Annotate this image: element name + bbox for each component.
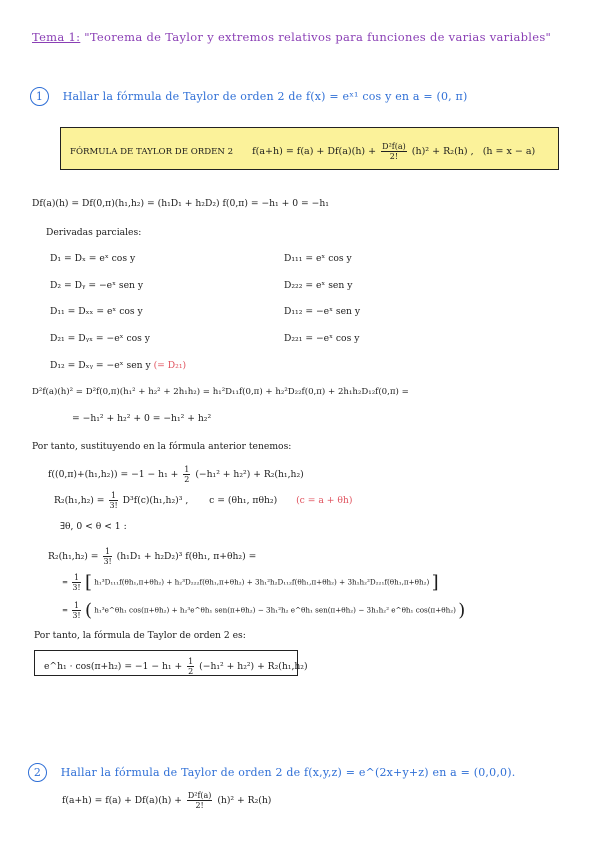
r2-frac-den: 3! — [109, 501, 118, 510]
deriv-d21: D₂₁ = Dᵧₓ = −eˣ cos y — [50, 333, 150, 344]
final-lhs: e^h₁ · cos(π+h₂) = −1 − h₁ + — [44, 661, 183, 672]
por-tanto-text: Por tanto, sustituyendo en la fórmula anterior tenemos: — [32, 441, 292, 452]
paren-open: ( — [84, 600, 92, 621]
deriv-d112: D₁₁₂ = −eˣ sen y — [284, 306, 361, 317]
final-rest: (−h₁² + h₂²) + R₂(h₁,h₂) — [199, 661, 308, 672]
exp1-fraction — [72, 573, 80, 592]
exp1-body: h₁³D₁₁₁f(θh₁,π+θh₂) + h₂³D₂₂₂f(θh₁,π+θh₂) + 3h₁²h₂D₁₁₂f(θh₁,π+θh₂) + 3h₁h₂²D₂₂₁f(θh₁,π+θh₂) — [94, 577, 430, 587]
r2-fraction — [109, 491, 117, 510]
bracket-close: ] — [431, 572, 439, 593]
task-text: Hallar la fórmula de Taylor de orden 2 de f(x) = eˣ¹ cos y en a = (0, π) — [62, 90, 468, 103]
deriv-d1: D₁ = Dₓ = eˣ cos y — [50, 253, 136, 264]
expansion-2 — [62, 600, 465, 621]
df-line: Df(a)(h) = Df(0,π)(h₁,h₂) = (h₁D₁ + h₂D₂) f(0,π) = −h₁ + 0 = −h₁ — [32, 198, 329, 209]
expansion-1 — [62, 572, 439, 593]
fraction-numerator: D²f(a) — [382, 142, 406, 151]
deriv-d12: D₁₂ = Dₓᵧ = −eˣ sen y — [50, 360, 151, 371]
exp2-eq: = — [62, 605, 69, 615]
bracket-open: [ — [84, 572, 92, 593]
formula-label: FÓRMULA DE TAYLOR DE ORDEN 2 — [70, 147, 234, 157]
deriv-d11: D₁₁ = Dₓₓ = eˣ cos y — [50, 306, 143, 317]
task2-text: Hallar la fórmula de Taylor de orden 2 de f(x,y,z) = e^(2x+y+z) en a = (0,0,0). — [60, 766, 516, 779]
d2f-result: = −h₁² + h₂² + 0 = −h₁² + h₂² — [72, 413, 212, 424]
task2-frac-num: D²f(a) — [187, 791, 212, 800]
formula-fraction — [381, 142, 407, 161]
r2-expansion-line — [48, 547, 256, 566]
task-number: 1 — [30, 87, 49, 106]
exp1-frac-num: 1 — [73, 573, 80, 582]
substitution-line — [48, 465, 304, 484]
taylor-formula — [70, 142, 535, 161]
fraction-denominator: 2! — [389, 152, 399, 161]
conclusion-text: Por tanto, la fórmula de Taylor de orden 2 es: — [34, 630, 246, 641]
deriv-d12-note: (= D₂₁) — [153, 360, 187, 371]
final-frac-num: 1 — [188, 657, 194, 666]
taylor-formula-box — [60, 127, 559, 170]
final-formula — [44, 657, 308, 676]
exp2-frac-num: 1 — [73, 601, 80, 610]
exp2-fraction — [72, 601, 80, 620]
task-2 — [28, 763, 515, 782]
sub-frac-num: 1 — [184, 465, 190, 474]
title-text: "Teorema de Taylor y extremos relativos para funciones de varias variables" — [84, 30, 552, 44]
sub-frac-den: 2 — [184, 475, 190, 484]
deriv-d111: D₁₁₁ = eˣ cos y — [284, 253, 352, 264]
title-lead: Tema 1: — [32, 30, 81, 44]
r2-frac-num: 1 — [111, 491, 117, 500]
deriv-d222: D₂₂₂ = eˣ sen y — [284, 280, 353, 291]
formula-lhs: f(a+h) = f(a) + Df(a)(h) + — [252, 146, 377, 157]
sub-fraction — [183, 465, 190, 484]
formula-note: (h = x − a) — [482, 146, 536, 157]
task2-formula-rest: (h)² + R₂(h) — [217, 795, 272, 806]
deriv-d2: D₂ = Dᵧ = −eˣ sen y — [50, 280, 144, 291]
c-note: (c = a + θh) — [296, 495, 353, 506]
c-definition: c = (θh₁, πθh₂) — [209, 495, 278, 506]
deriv-d12-row — [50, 360, 186, 371]
r2b-frac-den: 3! — [103, 557, 112, 566]
paren-close: ) — [458, 600, 466, 621]
final-formula-box — [34, 650, 308, 676]
page-title — [32, 30, 551, 44]
exp2-frac-den: 3! — [72, 611, 81, 620]
formula-rest: (h)² + R₂(h) , — [411, 146, 474, 157]
task2-number: 2 — [28, 763, 47, 782]
deriv-d221: D₂₂₁ = −eˣ cos y — [284, 333, 360, 344]
r2-definition-line — [54, 491, 352, 510]
task2-formula-lhs: f(a+h) = f(a) + Df(a)(h) + — [62, 795, 182, 806]
r2b-fraction — [103, 547, 111, 566]
exp2-body: h₁³e^θh₁ cos(π+θh₂) + h₂³e^θh₁ sen(π+θh₂) − 3h₁²h₂ e^θh₁ sen(π+θh₂) − 3h₁h₂² e^θh₁ cos(π+θh₂) — [94, 605, 456, 615]
sub-rest: (−h₁² + h₂²) + R₂(h₁,h₂) — [195, 469, 304, 480]
r2b-frac-num: 1 — [105, 547, 111, 556]
r2-lhs: R₂(h₁,h₂) = — [54, 495, 105, 506]
r2-rest: D³f(c)(h₁,h₂)³ , — [122, 495, 189, 506]
final-frac-den: 2 — [188, 667, 194, 676]
derivs-label: Derivadas parciales: — [46, 227, 142, 238]
d2f-line: D²f(a)(h)² = D²f(0,π)(h₁² + h₂² + 2h₁h₂) = h₁²D₁₁f(0,π) + h₂²D₂₂f(0,π) + 2h₁h₂D₁₂f(0,π) = — [32, 387, 409, 397]
task2-fraction — [187, 791, 213, 810]
task2-frac-den: 2! — [195, 801, 204, 810]
theta-line: ∃θ, 0 < θ < 1 : — [60, 521, 127, 532]
exp1-frac-den: 3! — [72, 583, 81, 592]
final-fraction — [187, 657, 194, 676]
r2b-lhs: R₂(h₁,h₂) = — [48, 551, 99, 562]
task-1 — [30, 87, 467, 106]
task2-formula — [62, 791, 271, 810]
sub-lhs: f((0,π)+(h₁,h₂)) = −1 − h₁ + — [48, 469, 179, 480]
exp1-eq: = — [62, 577, 69, 587]
r2b-rest: (h₁D₁ + h₂D₂)³ f(θh₁, π+θh₂) = — [116, 551, 257, 562]
